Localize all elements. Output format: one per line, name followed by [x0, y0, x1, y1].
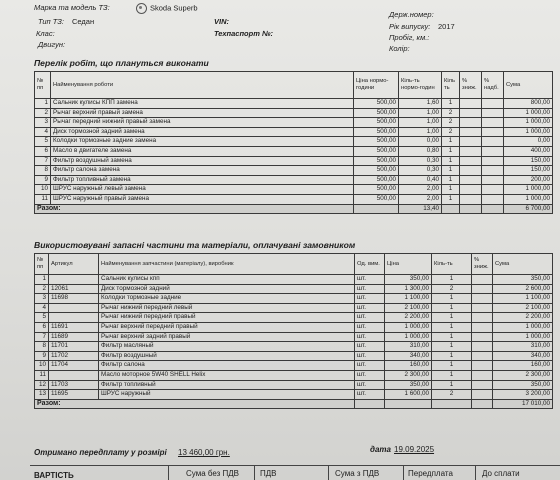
part-unit: шт.: [355, 332, 385, 342]
work-markup: [482, 166, 504, 176]
parts-row: [35, 322, 553, 332]
part-sum: 2 300,00: [493, 370, 553, 380]
part-discount: [472, 332, 493, 342]
work-hours: 0,80: [399, 146, 442, 156]
part-num: 1: [35, 275, 49, 285]
parts-total-row: [35, 399, 553, 409]
work-num: 10: [35, 185, 51, 195]
work-num: 9: [35, 175, 51, 185]
work-sum: 150,00: [504, 166, 553, 176]
prepaid-value: 13 460,00 грн.: [178, 448, 230, 457]
works-row: [35, 108, 553, 118]
parts-row: [35, 284, 553, 294]
parts-row: [35, 342, 553, 352]
part-num: 8: [35, 342, 49, 352]
part-article: 11704: [49, 361, 99, 371]
part-name: Диск тормозной задний: [99, 284, 355, 294]
parts-row: [35, 303, 553, 313]
part-price: 340,00: [385, 351, 432, 361]
works-col-num: № пп: [35, 72, 51, 99]
part-name: Рычаг нижний передний правый: [99, 313, 355, 323]
part-price: 2 300,00: [385, 370, 432, 380]
work-num: 1: [35, 99, 51, 109]
part-unit: шт.: [355, 303, 385, 313]
work-hours: 1,00: [399, 127, 442, 137]
parts-header-row: [35, 254, 553, 275]
parts-row: [35, 332, 553, 342]
work-qty: 1: [442, 99, 460, 109]
parts-row: [35, 390, 553, 400]
works-total-hours: 13,40: [399, 204, 442, 214]
part-article: 11702: [49, 351, 99, 361]
parts-col-unit: Од. вим.: [355, 254, 385, 275]
parts-row: [35, 380, 553, 390]
parts-row: [35, 361, 553, 371]
part-price: 160,00: [385, 361, 432, 371]
work-qty: 2: [442, 127, 460, 137]
work-discount: [460, 137, 482, 147]
work-price: 500,00: [354, 185, 399, 195]
part-discount: [472, 294, 493, 304]
work-hours: 2,00: [399, 194, 442, 204]
work-sum: 1 000,00: [504, 127, 553, 137]
footer-top-rule: [30, 465, 560, 466]
work-sum: 800,00: [504, 99, 553, 109]
date-value: 19.09.2025: [394, 445, 435, 454]
work-name: Фильтр топливный замена: [51, 175, 354, 185]
part-discount: [472, 284, 493, 294]
part-name: Масло моторное 5W40 SHELL Helix: [99, 370, 355, 380]
work-num: 6: [35, 146, 51, 156]
part-qty: 1: [432, 303, 472, 313]
works-col-name: Найменування роботи: [51, 72, 354, 99]
part-discount: [472, 275, 493, 285]
prepaid-label: Отримано передплату у розмірі: [34, 448, 167, 457]
part-sum: 340,00: [493, 351, 553, 361]
part-name: Фильтр салона: [99, 361, 355, 371]
parts-col-price: Ціна: [385, 254, 432, 275]
works-row: [35, 99, 553, 109]
col-vat: ПДВ: [260, 469, 277, 478]
make-model-value: Skoda Superb: [150, 3, 198, 13]
part-name: Фильтр масляный: [99, 342, 355, 352]
part-price: 1 600,00: [385, 390, 432, 400]
part-sum: 2 600,00: [493, 284, 553, 294]
part-sum: 1 000,00: [493, 322, 553, 332]
parts-col-discount: % зниж.: [472, 254, 493, 275]
date-label: дата: [370, 445, 391, 454]
part-unit: шт.: [355, 370, 385, 380]
part-discount: [472, 322, 493, 332]
part-num: 13: [35, 390, 49, 400]
cost-label: ВАРТІСТЬ: [34, 471, 74, 480]
works-col-sum: Сума: [504, 72, 553, 99]
part-article: [49, 303, 99, 313]
work-num: 7: [35, 156, 51, 166]
works-row: [35, 146, 553, 156]
work-hours: 1,00: [399, 118, 442, 128]
part-name: Рычаг нижний передний левый: [99, 303, 355, 313]
techpass-label: Техпаспорт №:: [214, 29, 274, 38]
work-qty: 2: [442, 108, 460, 118]
part-discount: [472, 380, 493, 390]
work-discount: [460, 99, 482, 109]
parts-col-article: Артикул: [49, 254, 99, 275]
work-sum: 400,00: [504, 146, 553, 156]
part-article: 11695: [49, 390, 99, 400]
works-col-qty: Кіль ть: [442, 72, 460, 99]
engine-label: Двигун:: [38, 40, 66, 49]
work-discount: [460, 156, 482, 166]
make-model-label: Марка та модель ТЗ:: [34, 3, 110, 12]
part-price: 1 300,00: [385, 284, 432, 294]
parts-col-sum: Сума: [493, 254, 553, 275]
work-num: 4: [35, 127, 51, 137]
part-article: [49, 313, 99, 323]
work-markup: [482, 137, 504, 147]
parts-row: [35, 275, 553, 285]
part-name: Рычаг верхний задний правый: [99, 332, 355, 342]
work-hours: 1,00: [399, 108, 442, 118]
part-sum: 350,00: [493, 275, 553, 285]
work-qty: 1: [442, 175, 460, 185]
works-row: [35, 127, 553, 137]
reg-number-label: Держ.номер:: [389, 10, 434, 19]
part-discount: [472, 390, 493, 400]
works-header-row: [35, 72, 553, 99]
work-sum: 200,00: [504, 175, 553, 185]
part-discount: [472, 313, 493, 323]
part-qty: 1: [432, 322, 472, 332]
work-discount: [460, 166, 482, 176]
part-name: ШРУС наружный: [99, 390, 355, 400]
vehicle-type-label: Тип ТЗ:: [38, 17, 64, 26]
work-discount: [460, 185, 482, 195]
parts-section-title: Використовувані запасні частини та матеріали, оплачувані замовником: [34, 240, 356, 250]
work-discount: [460, 108, 482, 118]
work-markup: [482, 146, 504, 156]
works-section-title: Перелік робіт, що плануться виконати: [34, 58, 209, 68]
work-price: 500,00: [354, 194, 399, 204]
work-qty: 1: [442, 156, 460, 166]
work-qty: 1: [442, 146, 460, 156]
work-price: 500,00: [354, 137, 399, 147]
work-price: 500,00: [354, 156, 399, 166]
part-qty: 1: [432, 332, 472, 342]
work-discount: [460, 118, 482, 128]
work-num: 8: [35, 166, 51, 176]
part-sum: 2 200,00: [493, 313, 553, 323]
work-name: Рычаг передний нижний правый замена: [51, 118, 354, 128]
work-markup: [482, 175, 504, 185]
part-unit: шт.: [355, 322, 385, 332]
part-num: 9: [35, 351, 49, 361]
part-qty: 2: [432, 390, 472, 400]
part-sum: 350,00: [493, 380, 553, 390]
brand-logo-area: [136, 3, 198, 14]
part-sum: 160,00: [493, 361, 553, 371]
color-label: Колір:: [389, 44, 410, 53]
part-unit: шт.: [355, 361, 385, 371]
part-num: 2: [35, 284, 49, 294]
parts-col-name: Найменування запчастини (матеріалу), виробник: [99, 254, 355, 275]
work-markup: [482, 118, 504, 128]
work-markup: [482, 127, 504, 137]
part-article: 11703: [49, 380, 99, 390]
part-name: Колодки тормозные задние: [99, 294, 355, 304]
parts-total-sum: 17 010,00: [493, 399, 553, 409]
part-article: 11698: [49, 294, 99, 304]
part-unit: шт.: [355, 294, 385, 304]
part-sum: 3 200,00: [493, 390, 553, 400]
work-name: ШРУС наружный левый замена: [51, 185, 354, 195]
parts-col-qty: Кіль-ть: [432, 254, 472, 275]
works-table: [34, 71, 553, 214]
part-unit: шт.: [355, 342, 385, 352]
work-discount: [460, 146, 482, 156]
work-name: Фильтр салона замена: [51, 166, 354, 176]
part-num: 12: [35, 380, 49, 390]
work-name: Сальник кулисы КПП замена: [51, 99, 354, 109]
year-label: Рік випуску:: [389, 22, 431, 31]
part-discount: [472, 361, 493, 371]
part-num: 11: [35, 370, 49, 380]
work-qty: 2: [442, 118, 460, 128]
work-sum: 1 000,00: [504, 108, 553, 118]
work-price: 500,00: [354, 99, 399, 109]
work-discount: [460, 127, 482, 137]
work-sum: 1 000,00: [504, 185, 553, 195]
works-total-label: Разом:: [35, 204, 354, 214]
work-price: 500,00: [354, 118, 399, 128]
work-hours: 0,30: [399, 156, 442, 166]
work-price: 500,00: [354, 175, 399, 185]
works-col-price: Ціна нормо-години: [354, 72, 399, 99]
parts-table: [34, 253, 553, 409]
work-sum: 1 000,00: [504, 194, 553, 204]
part-article: [49, 370, 99, 380]
part-sum: 1 000,00: [493, 332, 553, 342]
work-name: Рычаг верхний правый замена: [51, 108, 354, 118]
part-num: 6: [35, 322, 49, 332]
part-num: 4: [35, 303, 49, 313]
col-prepaid: Передплата: [408, 469, 453, 478]
part-article: [49, 275, 99, 285]
work-markup: [482, 156, 504, 166]
part-unit: шт.: [355, 313, 385, 323]
vehicle-type-value: Седан: [72, 17, 95, 26]
parts-row: [35, 313, 553, 323]
part-article: 11701: [49, 342, 99, 352]
works-row: [35, 185, 553, 195]
works-row: [35, 118, 553, 128]
works-col-hours: Кіль-ть нормо-годин: [399, 72, 442, 99]
part-discount: [472, 370, 493, 380]
part-name: Сальник кулисы кпп: [99, 275, 355, 285]
part-unit: шт.: [355, 351, 385, 361]
vin-label: VIN:: [214, 17, 229, 26]
parts-row: [35, 351, 553, 361]
part-num: 5: [35, 313, 49, 323]
part-name: Фильтр топливный: [99, 380, 355, 390]
work-sum: 1 000,00: [504, 118, 553, 128]
part-price: 1 100,00: [385, 294, 432, 304]
part-sum: 1 100,00: [493, 294, 553, 304]
work-markup: [482, 185, 504, 195]
parts-row: [35, 294, 553, 304]
part-qty: 1: [432, 294, 472, 304]
part-qty: 1: [432, 351, 472, 361]
work-hours: 1,60: [399, 99, 442, 109]
work-num: 3: [35, 118, 51, 128]
work-sum: 150,00: [504, 156, 553, 166]
work-price: 500,00: [354, 127, 399, 137]
parts-col-num: № пп: [35, 254, 49, 275]
work-markup: [482, 194, 504, 204]
part-article: 11691: [49, 322, 99, 332]
works-row: [35, 137, 553, 147]
work-num: 11: [35, 194, 51, 204]
work-markup: [482, 99, 504, 109]
works-row: [35, 156, 553, 166]
col-to-pay: До сплати: [482, 469, 520, 478]
work-hours: 0,00: [399, 137, 442, 147]
part-qty: 1: [432, 275, 472, 285]
part-qty: 2: [432, 284, 472, 294]
part-price: 350,00: [385, 275, 432, 285]
part-unit: шт.: [355, 390, 385, 400]
work-hours: 2,00: [399, 185, 442, 195]
part-unit: шт.: [355, 284, 385, 294]
work-price: 500,00: [354, 146, 399, 156]
part-num: 10: [35, 361, 49, 371]
parts-row: [35, 370, 553, 380]
works-row: [35, 175, 553, 185]
part-article: 11689: [49, 332, 99, 342]
works-col-markup: % надб.: [482, 72, 504, 99]
work-num: 5: [35, 137, 51, 147]
year-value: 2017: [438, 22, 455, 31]
work-name: Диск тормозной задний замена: [51, 127, 354, 137]
work-qty: 1: [442, 137, 460, 147]
part-price: 310,00: [385, 342, 432, 352]
work-discount: [460, 175, 482, 185]
part-price: 1 000,00: [385, 332, 432, 342]
works-total-row: [35, 204, 553, 214]
works-total-sum: 6 700,00: [504, 204, 553, 214]
part-qty: 1: [432, 361, 472, 371]
col-sum-vat: Сума з ПДВ: [335, 469, 380, 478]
work-name: Масло в двигателе замена: [51, 146, 354, 156]
part-unit: шт.: [355, 380, 385, 390]
work-price: 500,00: [354, 166, 399, 176]
works-row: [35, 166, 553, 176]
part-qty: 1: [432, 370, 472, 380]
work-markup: [482, 108, 504, 118]
work-qty: 1: [442, 185, 460, 195]
works-row: [35, 194, 553, 204]
parts-total-label: Разом:: [35, 399, 355, 409]
part-discount: [472, 303, 493, 313]
part-qty: 1: [432, 380, 472, 390]
class-label: Клас:: [36, 29, 55, 38]
part-discount: [472, 342, 493, 352]
col-sum-no-vat: Сума без ПДВ: [186, 469, 240, 478]
part-num: 7: [35, 332, 49, 342]
mileage-label: Пробіг, км.:: [389, 33, 430, 42]
works-col-discount: % зниж.: [460, 72, 482, 99]
part-price: 1 000,00: [385, 322, 432, 332]
skoda-logo-icon: [136, 3, 147, 14]
work-qty: 1: [442, 166, 460, 176]
work-name: ШРУС наружный правый замена: [51, 194, 354, 204]
work-name: Фильтр воздушный замена: [51, 156, 354, 166]
part-name: Рычаг верхний передний правый: [99, 322, 355, 332]
part-sum: 310,00: [493, 342, 553, 352]
part-name: Фильтр воздушный: [99, 351, 355, 361]
part-qty: 1: [432, 313, 472, 323]
part-price: 2 200,00: [385, 313, 432, 323]
part-unit: шт.: [355, 275, 385, 285]
part-article: 12061: [49, 284, 99, 294]
work-discount: [460, 194, 482, 204]
part-discount: [472, 351, 493, 361]
work-price: 500,00: [354, 108, 399, 118]
work-qty: 1: [442, 194, 460, 204]
work-name: Колодки тормозные задние замена: [51, 137, 354, 147]
part-qty: 1: [432, 342, 472, 352]
part-num: 3: [35, 294, 49, 304]
work-hours: 0,30: [399, 166, 442, 176]
part-sum: 2 100,00: [493, 303, 553, 313]
work-sum: 0,00: [504, 137, 553, 147]
work-num: 2: [35, 108, 51, 118]
part-price: 2 100,00: [385, 303, 432, 313]
part-price: 350,00: [385, 380, 432, 390]
work-hours: 0,40: [399, 175, 442, 185]
